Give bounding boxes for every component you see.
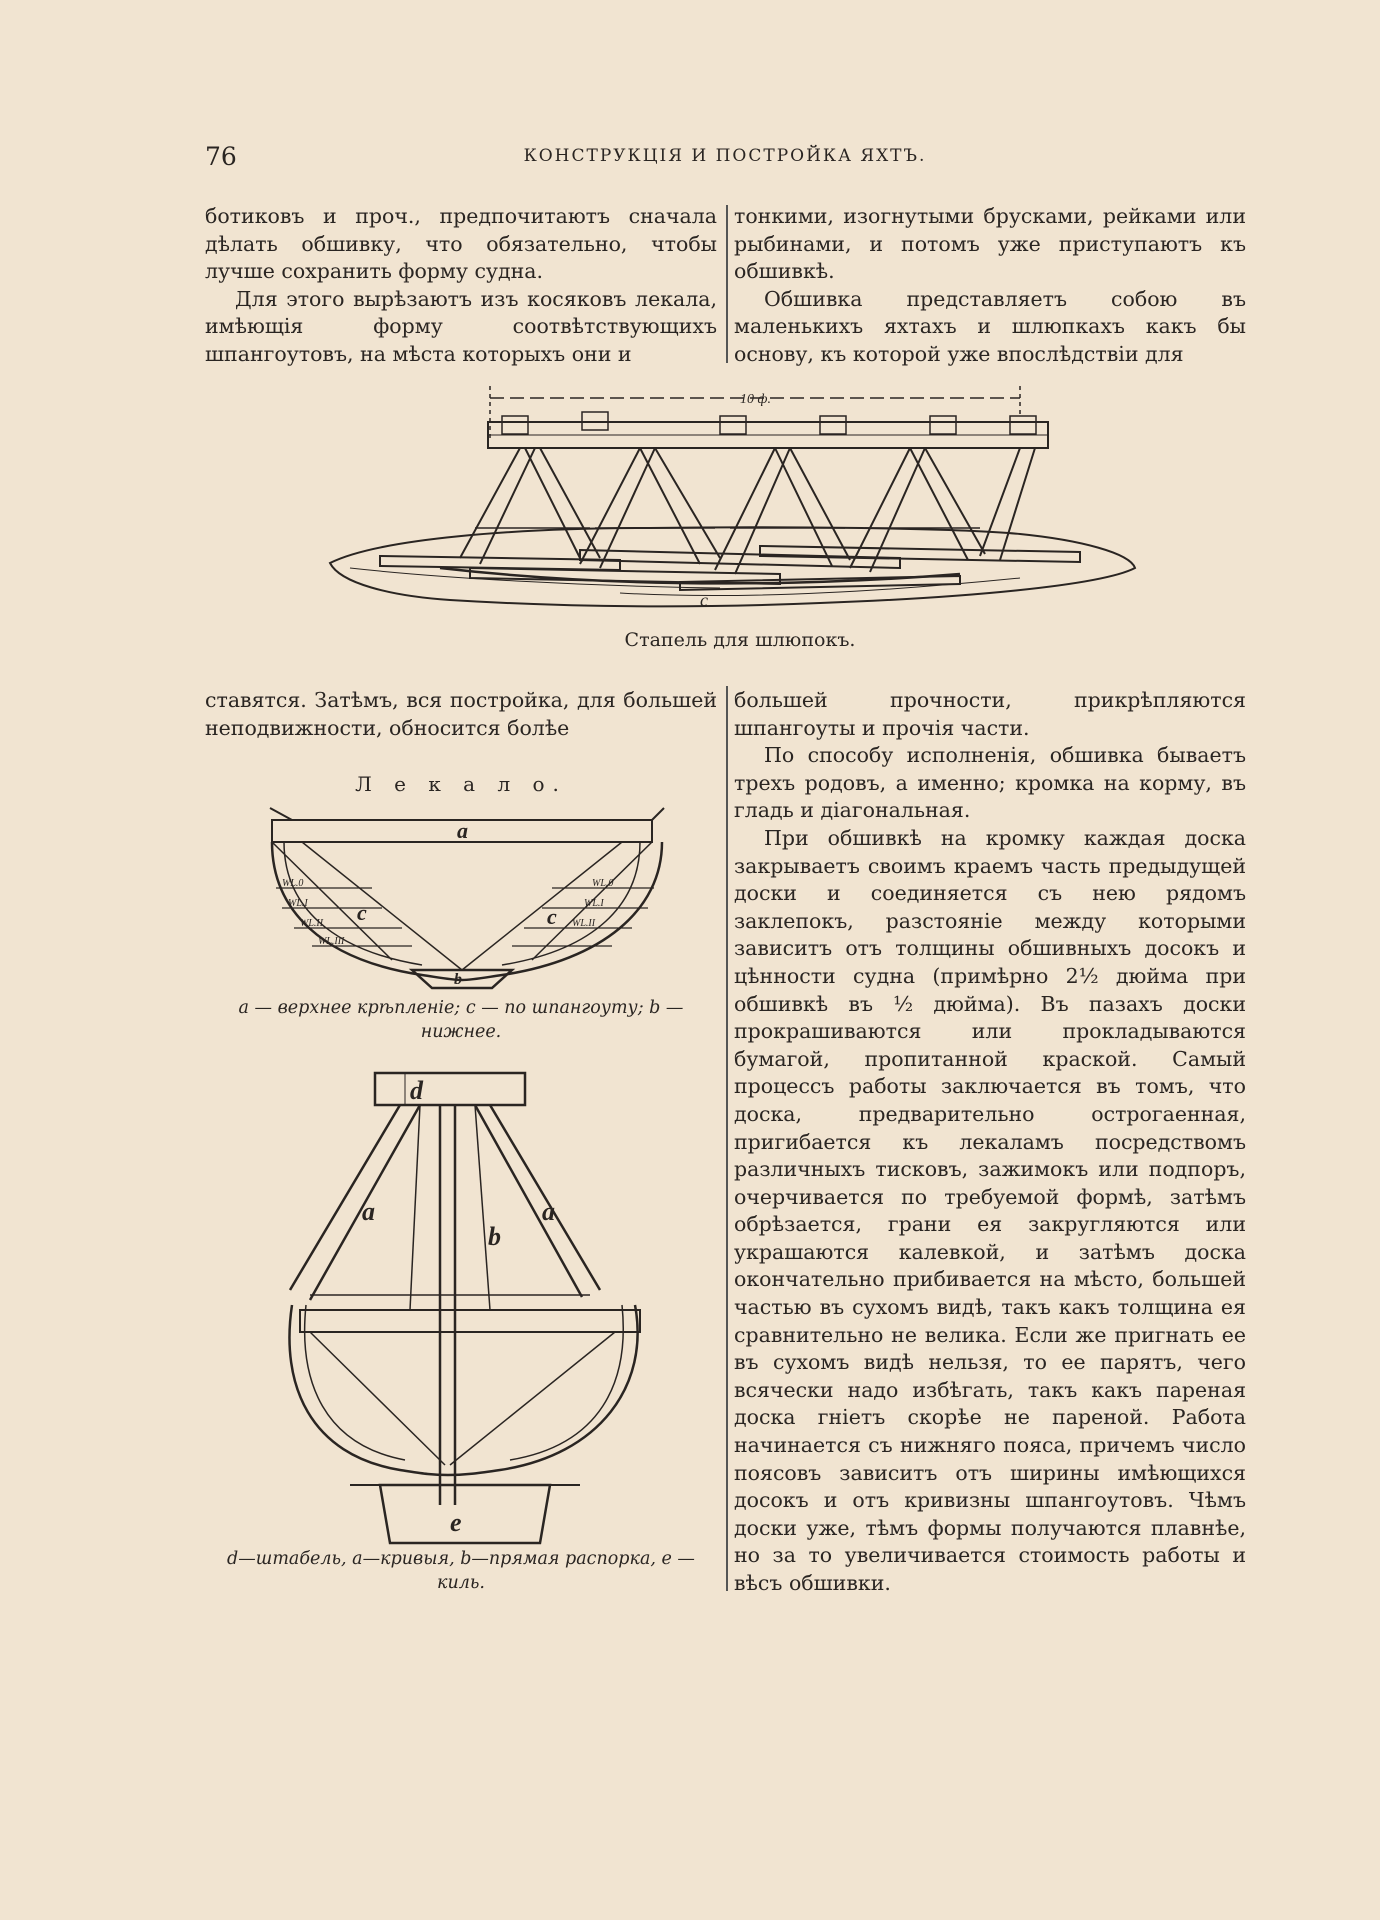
paragraph: Для этого вырѣзаютъ изъ косяковъ лекала, имѣющiя форму соотвѣтствующихъ шпангоутовъ, на мѣста которыхъ они и [205,286,717,366]
paragraph: ботиковъ и проч., предпочитаютъ сначала дѣлать обшивку, что обязательно, чтобы лучше сохранить форму судна. [205,204,717,284]
column-divider [726,205,728,363]
text-column-right-top [734,203,1246,369]
page-header [205,142,1245,176]
lekalo-figure [262,800,674,990]
label-a-left: a [362,1197,375,1226]
waterline-label: WL.III [318,936,345,947]
label-a-right: a [542,1197,555,1226]
figure-caption-stapel: Стапель для шлюпокъ. [624,629,856,651]
waterline-label: WL.I [288,898,308,909]
paragraph: ставятся. Затѣмъ, вся постройка, для большей неподвижности, обносится болѣе [205,688,717,740]
label-e: e [450,1508,462,1537]
column-divider [726,686,728,1591]
frame-figure [280,1065,660,1545]
stapel-figure [320,378,1150,628]
text-column-left-top [205,203,717,369]
text-column-right-bottom [734,687,1246,1598]
text-column-left-bottom [205,687,717,742]
paragraph: При обшивкѣ на кромку каждая доска закрываетъ своимъ краемъ часть предыдущей доски и соединяется съ нею рядомъ заклепокъ, разстоянiе между которыми зависитъ отъ толщины обшивныхъ досокъ и цѣнности судна (примѣрно 2½ дюйма при обшивкѣ въ ½ дюйма). Въ пазахъ доски прокрашиваются или прокладываются бумагой, пропитанной краской. Самый процессъ работы заключается въ томъ, что доска, предварительно острогаенная, пригибается къ лекаламъ посредствомъ различныхъ тисковъ, зажимокъ или подпоръ, очерчивается по требуемой формѣ, затѣмъ обрѣзается, грани ея закругляются или украшаются калевкой, и затѣмъ доска окончательно прибивается на мѣсто, большей частью въ сухомъ видѣ, такъ какъ толщина ея сравнительно не велика. Если же пригнать ее въ сухомъ видѣ нельзя, то ее парятъ, чего всячески надо избѣгать, такъ какъ пареная доска гнiетъ скорѣе не пареной. Работа начинается съ нижняго пояса, причемъ число поясовъ зависитъ отъ ширины имѣющихся досокъ и отъ кривизны шпангоутовъ. Чѣмъ доски уже, тѣмъ формы получаются плавнѣе, но за то увеличивается стоимость работы и вѣсъ обшивки. [734,825,1246,1595]
waterline-label: WL.0 [592,878,614,889]
paragraph: тонкими, изогнутыми брусками, рейками или рыбинами, и потомъ уже приступаютъ къ обшивкѣ. [734,204,1246,284]
label-c-left: c [357,900,367,925]
waterline-label: WL.II [572,918,596,929]
paragraph: Обшивка представляетъ собою въ маленькихъ яхтахъ и шлюпкахъ какъ бы основу, къ которой уже впослѣдствiи для [734,286,1246,366]
running-head: КОНСТРУКЦIЯ И ПОСТРОЙКА ЯХТЪ. [523,146,927,166]
waterline-label: WL.II [300,918,324,929]
label-d: d [410,1076,423,1105]
stapel-label-c: c [700,590,708,610]
label-b: b [488,1222,501,1251]
keel [380,1485,550,1543]
figure-title-lekalo: Л е к а л о. [355,772,567,796]
paragraph: По способу исполненiя, обшивка бываетъ трехъ родовъ, а именно; кромка на корму, въ гладь и дiагональная. [734,743,1246,823]
label-c-right: c [547,904,557,929]
waterline-label: WL.I [584,898,604,909]
label-b: b [454,971,462,988]
waterline-label: WL.0 [282,878,304,889]
figure-caption-frame: d—штабель, a—кривыя, b—прямая распорка, e — киль. [227,1549,695,1593]
figure-caption-lekalo: a — верхнее крѣпленiе; c — по шпангоуту; b — нижнее. [238,998,684,1042]
dimension-label: 10 ф. [740,392,771,407]
paragraph: большей прочности, прикрѣпляются шпангоуты и прочiя части. [734,688,1246,740]
stapel-beam [375,1073,525,1105]
page-number: 76 [205,142,237,171]
cross-brace [300,1310,640,1332]
label-a: a [457,818,468,843]
